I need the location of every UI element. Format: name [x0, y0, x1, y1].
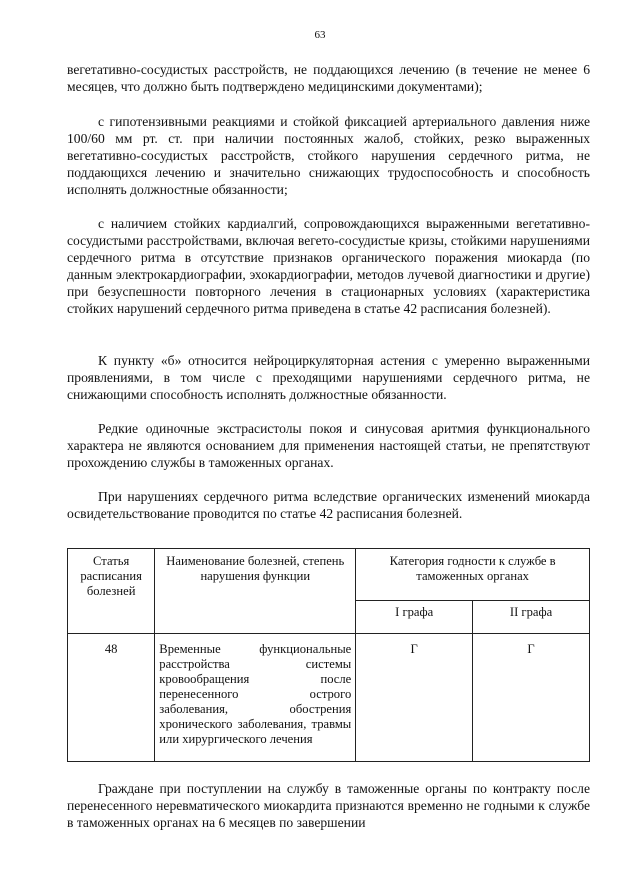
row-grade-column-1: Г	[356, 634, 473, 762]
header-fitness-category: Категория годности к службе в таможенных органах	[356, 549, 590, 601]
header-article: Статья расписания болезней	[68, 549, 155, 634]
header-disease-name: Наименование болезней, степень нарушения функции	[155, 549, 356, 634]
table-row	[68, 634, 590, 762]
row-article-number: 48	[68, 634, 155, 762]
fitness-category-table	[67, 548, 590, 762]
header-column-2: II графа	[473, 601, 590, 634]
paragraph-2: с гипотензивными реакциями и стойкой фиксацией артериального давления ниже 100/60 мм рт. ст. при наличии постоянных жалоб, стойких, резко выраженных вегетативно-сосудистых расстройств, стойкого нарушения сердечного ритма, не поддающихся лечению и значительно снижающих трудоспособность и способность исполнять должностные обязанности;	[67, 114, 590, 197]
paragraph-5: Редкие одиночные экстрасистолы покоя и синусовая аритмия функционального характера не являются основанием для применения настоящей статьи, не препятствуют прохождению службы в таможенных органах.	[67, 421, 590, 470]
row-grade-column-2: Г	[473, 634, 590, 762]
row-disease-name: Временные функциональные расстройства системы кровообращения после перенесенного острого заболевания, обострения хронического заболевания, травмы или хирургического лечения	[155, 634, 356, 762]
paragraph-6: При нарушениях сердечного ритма вследствие органических изменений миокарда освидетельствование проводится по статье 42 расписания болезней.	[67, 489, 590, 521]
paragraph-1: вегетативно-сосудистых расстройств, не поддающихся лечению (в течение не менее 6 месяцев, что должно быть подтверждено медицинскими документами);	[67, 62, 590, 94]
header-column-1: I графа	[356, 601, 473, 634]
paragraph-7: Граждане при поступлении на службу в таможенные органы по контракту после перенесенного неревматического миокардита признаются временно не годными к службе в таможенных органах на 6 месяцев по завершении	[67, 781, 590, 830]
page-number: 63	[314, 29, 326, 41]
paragraph-4: К пункту «б» относится нейроциркуляторная астения с умеренно выраженными проявлениями, в том числе с преходящими нарушениями сердечного ритма, не снижающими способность исполнять должностные обязанности.	[67, 353, 590, 402]
paragraph-3: с наличием стойких кардиалгий, сопровождающихся выраженными вегетативно-сосудистыми расстройствами, включая вегето-сосудистые кризы, стойкими нарушениями сердечного ритма в отсутствие признаков органического поражения миокарда (по данным электрокардиографии, эхокардиографии, методов лучевой диагностики и другие) при безуспешности повторного лечения в стационарных условиях (характеристика стойких нарушений сердечного ритма приведена в статье 42 расписания болезней).	[67, 216, 590, 316]
